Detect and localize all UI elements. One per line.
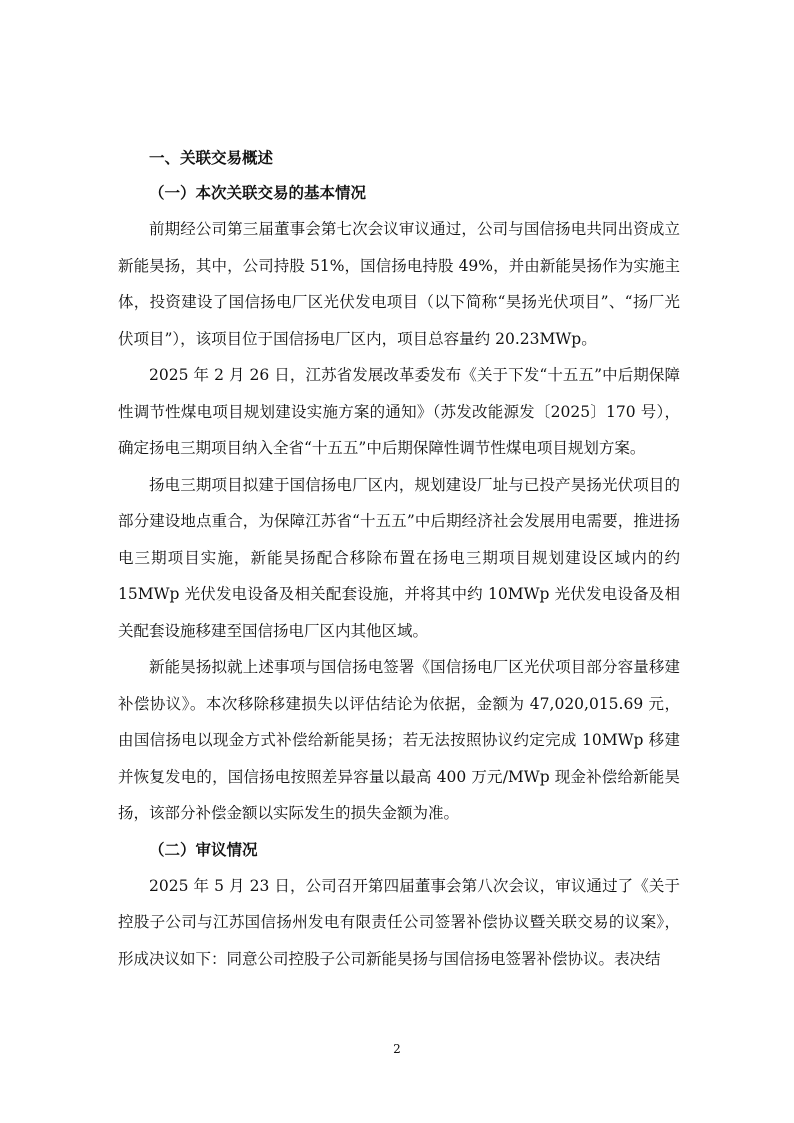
- subsection-heading-basic-info: （一）本次关联交易的基本情况: [149, 183, 367, 202]
- paragraph-board-review: 2025 年 5 月 23 日，公司召开第四届董事会第八次会议，审议通过了《关于控股子公司与江苏国信扬州发电有限责任公司签署补偿协议暨关联交易的议案》，形成决议如下：同意公司控股子公司新能昊扬与国信扬电签署补偿协议。表决结: [118, 876, 680, 968]
- paragraph-compensation-agreement: 新能昊扬拟就上述事项与国信扬电签署《国信扬电厂区光伏项目部分容量移建补偿协议》。本次移除移建损失以评估结论为依据，金额为 47,020,015.69 元，由国信扬电以现金方式补偿给新能昊扬；若无法按照协议约定完成 10MWp 移建并恢复发电的，国信扬电按照差异容量以最高 400 万元/MWp 现金补偿给新能昊扬，该部分补偿金额以实际发生的损失金额为准。: [118, 658, 680, 822]
- paragraph-relocation-plan: 扬电三期项目拟建于国信扬电厂区内，规划建设厂址与已投产昊扬光伏项目的部分建设地点重合，为保障江苏省“十五五”中后期经济社会发展用电需要，推进扬电三期项目实施，新能昊扬配合移除布置在扬电三期项目规划建设区域内的约 15MWp 光伏发电设备及相关配套设施，并将其中约 10MWp 光伏发电设备及相关配套设施移建至国信扬电厂区内其他区域。: [118, 475, 680, 640]
- paragraph-provincial-notice: 2025 年 2 月 26 日，江苏省发展改革委发布《关于下发“十五五”中后期保障性调节性煤电项目规划建设实施方案的通知》（苏发改能源发〔2025〕170 号），确定扬电三期项目纳入全省“十五五”中后期保障性调节性煤电项目规划方案。: [118, 366, 680, 457]
- section-heading: 一、关联交易概述: [149, 149, 274, 167]
- subsection-heading-review: （二）审议情况: [149, 839, 258, 859]
- document-body: [118, 146, 680, 977]
- page-number: 2: [393, 1042, 401, 1056]
- paragraph-company-establishment: 前期经公司第三届董事会第七次会议审议通过，公司与国信扬电共同出资成立新能昊扬，其中，公司持股 51%，国信扬电持股 49%，并由新能昊扬作为实施主体，投资建设了国信扬电厂区光伏发电项目（以下简称“昊扬光伏项目”、“扬厂光伏项目”），该项目位于国信扬电厂区内，项目总容量约 20.23MWp。: [118, 220, 680, 348]
